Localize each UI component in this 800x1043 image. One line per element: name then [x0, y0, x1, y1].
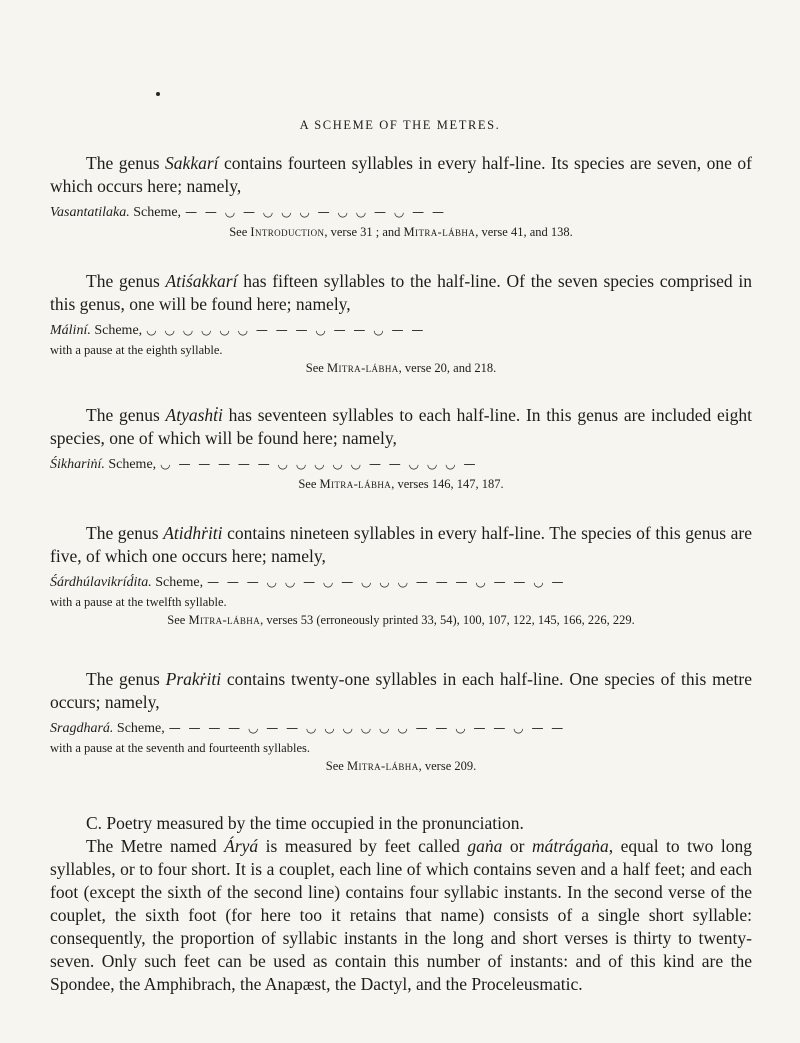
reference-line: See Mitra-lábha, verses 146, 147, 187. — [298, 477, 504, 491]
pause-note: with a pause at the seventh and fourteenth syllables. — [50, 741, 310, 755]
section-sakkari — [50, 152, 752, 241]
reference-line: See Introduction, verse 31 ; and Mitra-lábha, verse 41, and 138. — [229, 225, 573, 239]
species-name: Śikhariṅí. — [50, 457, 105, 472]
species-name: Máliní. — [50, 323, 91, 338]
section-c — [50, 812, 752, 996]
genus-paragraph: The genus Sakkarí contains fourteen syllables in every half-line. Its species are seven, one of which occurs here; namely, — [50, 153, 752, 196]
scheme-line: Śárdhúlavikríd́ita. Scheme, — — — ◡ ◡ — ◡ — ◡ ◡ ◡ — — — ◡ — — ◡ — — [50, 575, 566, 590]
arya-paragraph: The Metre named Áryá is measured by feet called gaṅa or mátrágaṅa, equal to two long syllables, or to four short. It is a couplet, each line of which contains seven and a half feet; and each foot (except the sixth of the second line) contains four syllabic instants. In the second verse of the couplet, the sixth foot (for here too it retains that name) consists of a single short syllable: consequently, the proportion of syllabic instants in the long and short verses is thirty to twenty-seven. Only such feet can be used as contain this number of instants: and of this kind are the Spondee, the Amphibrach, the Anapæst, the Dactyl, and the Proceleusmatic. — [50, 836, 753, 994]
ink-dot — [156, 92, 160, 96]
section-atisakkari — [50, 270, 752, 377]
reference-line: See Mitra-lábha, verses 53 (erroneously printed 33, 54), 100, 107, 122, 145, 166, 226, 229. — [167, 613, 635, 627]
genus-name: Atiśakkarí — [165, 271, 238, 291]
metre-scheme: — — ◡ — ◡ ◡ ◡ — ◡ ◡ — ◡ — — — [185, 205, 446, 219]
species-name: Śárdhúlavikríd́ita. — [50, 575, 152, 590]
genus-paragraph: The genus Atyashṫi has seventeen syllables to each half-line. In this genus are included eight species, one of which will be found here; namely, — [50, 405, 752, 448]
metre-scheme: ◡ ◡ ◡ ◡ ◡ ◡ — — — ◡ — — ◡ — — — [146, 323, 426, 337]
genus-paragraph: The genus Prakṙiti contains twenty-one syllables in each half-line. One species of this metre occurs; namely, — [50, 669, 752, 712]
pause-note: with a pause at the eighth syllable. — [50, 343, 223, 357]
genus-name: Atyashṫi — [165, 405, 223, 425]
species-name: Vasantatilaka. — [50, 205, 130, 220]
genus-paragraph: The genus Atidhṙiti contains nineteen syllables in every half-line. The species of this genus are five, of which one occurs here; namely, — [50, 523, 752, 566]
genus-name: Atidhṙiti — [163, 523, 223, 543]
metre-scheme: — — — — ◡ — — ◡ ◡ ◡ ◡ ◡ ◡ — — ◡ — — ◡ — — — [168, 721, 566, 735]
scheme-line: Sragdhará. Scheme, — — — — ◡ — — ◡ ◡ ◡ ◡ ◡ ◡ — — ◡ — — ◡ — — — [50, 721, 566, 736]
scheme-line: Máliní. Scheme, ◡ ◡ ◡ ◡ ◡ ◡ — — — ◡ — — ◡ — — — [50, 323, 426, 338]
genus-name: Sakkarí — [165, 153, 219, 173]
reference-line: See Mitra-lábha, verse 209. — [325, 759, 477, 773]
species-name: Sragdhará. — [50, 721, 114, 736]
scheme-line: Vasantatilaka. Scheme, — — ◡ — ◡ ◡ ◡ — ◡ ◡ — ◡ — — — [50, 205, 446, 220]
section-atyashti — [50, 404, 752, 493]
section-atidhriti — [50, 522, 752, 629]
metre-scheme: — — — ◡ ◡ — ◡ — ◡ ◡ ◡ — — — ◡ — — ◡ — — [207, 575, 566, 589]
genus-name: Prakṙiti — [165, 669, 222, 689]
genus-paragraph: The genus Atiśakkarí has fifteen syllables to the half-line. Of the seven species comprised in this genus, one will be found here; namely, — [50, 271, 752, 314]
section-c-heading: C. Poetry measured by the time occupied in the pronunciation. — [86, 813, 524, 833]
metre-scheme: ◡ — — — — — ◡ ◡ ◡ ◡ ◡ — — ◡ ◡ ◡ — — [160, 457, 478, 471]
running-head: A SCHEME OF THE METRES. — [299, 118, 501, 132]
section-prakriti — [50, 668, 752, 775]
reference-line: See Mitra-lábha, verse 20, and 218. — [305, 361, 497, 375]
pause-note: with a pause at the twelfth syllable. — [50, 595, 227, 609]
scheme-line: Śikhariṅí. Scheme, ◡ — — — — — ◡ ◡ ◡ ◡ ◡ — — ◡ ◡ ◡ — — [50, 457, 478, 472]
